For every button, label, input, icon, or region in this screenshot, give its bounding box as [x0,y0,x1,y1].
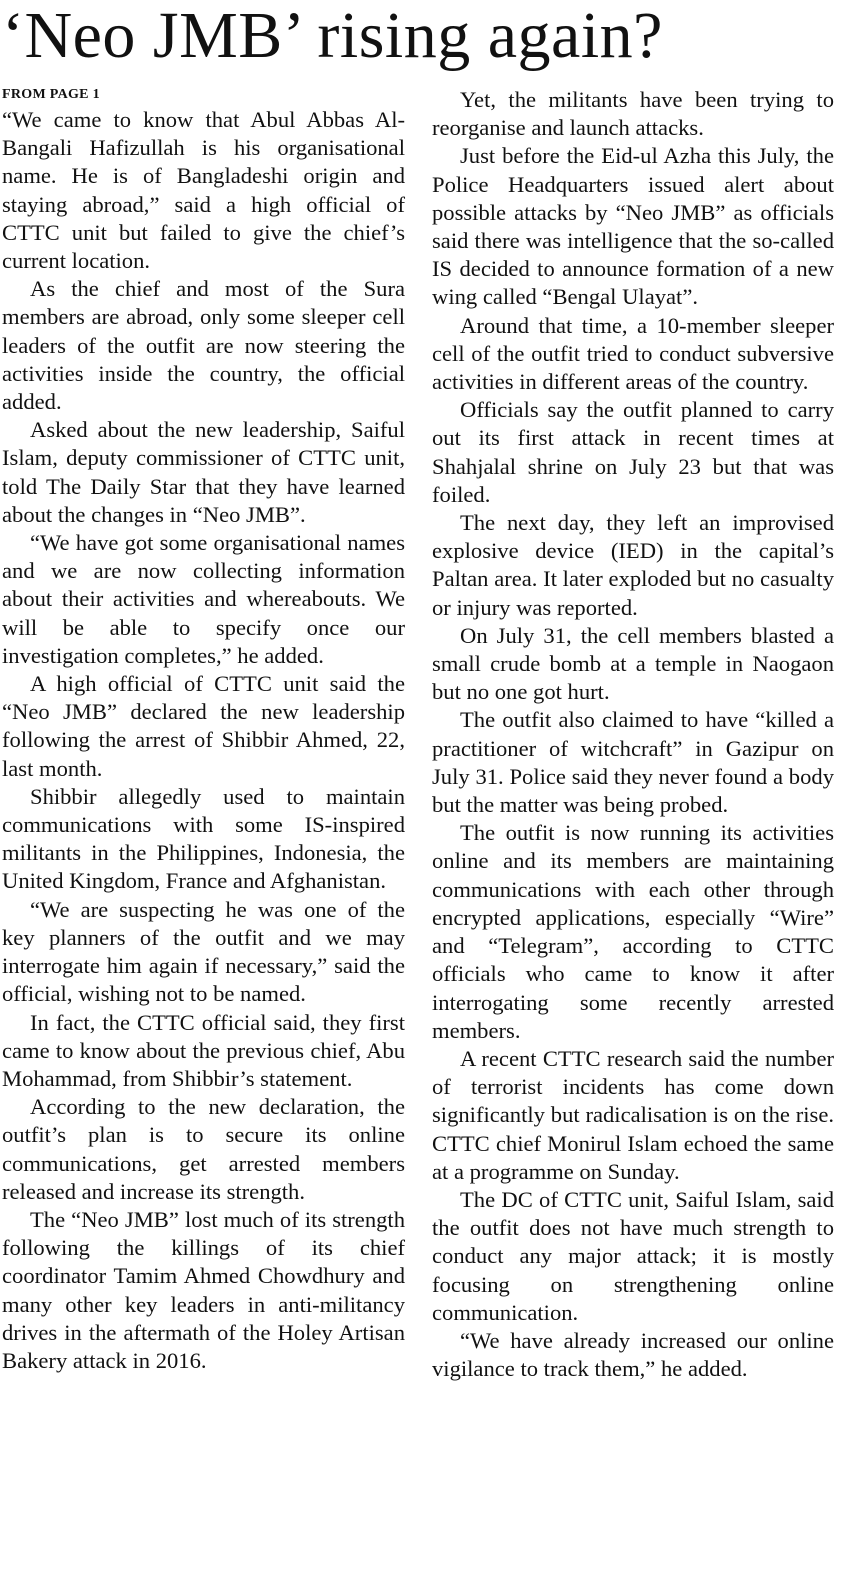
paragraph: The outfit is now running its activities online and its members are maintaining communications with each other through encrypted applications, especially “Wire” and “Telegram”, according to CTTC officials who came to know it after interrogating some recently arrested members. [432,820,834,1043]
paragraph: Yet, the militants have been trying to reorganise and launch attacks. [432,87,834,141]
article-column-right [432,86,834,1383]
paragraph: Around that time, a 10-member sleeper cell of the outfit tried to conduct subversive activities in different areas of the country. [432,312,834,395]
continuation-kicker: FROM PAGE 1 [2,87,100,102]
paragraph: On July 31, the cell members blasted a small crude bomb at a temple in Naogaon but no one got hurt. [432,622,834,705]
paragraph: “We are suspecting he was one of the key planners of the outfit and we may interrogate him again if necessary,” said the official, wishing not to be named. [2,896,405,1007]
paragraph: Shibbir allegedly used to maintain communications with some IS-inspired militants in the Philippines, Indonesia, the United Kingdom, France and Afghanistan. [2,783,405,894]
paragraph: A recent CTTC research said the number of terrorist incidents has come down significantly but radicalisation is on the rise. CTTC chief Monirul Islam echoed the same at a programme on Sunday. [432,1045,834,1184]
paragraph: Asked about the new leadership, Saiful Islam, deputy commissioner of CTTC unit, told The Daily Star that they have learned about the changes in “Neo JMB”. [2,417,405,527]
paragraph: The “Neo JMB” lost much of its strength following the killings of its chief coordinator Tamim Ahmed Chowdhury and many other key leaders in anti-militancy drives in the aftermath of the Holey Artisan Bakery attack in 2016. [2,1206,405,1373]
paragraph: A high official of CTTC unit said the “Neo JMB” declared the new leadership following the arrest of Shibbir Ahmed, 22, last month. [2,671,405,781]
paragraph: Officials say the outfit planned to carry out its first attack in recent times at Shahjalal shrine on July 23 but that was foiled. [432,397,834,507]
paragraph: “We have got some organisational names and we are now collecting information about their activities and whereabouts. We will be able to specify once our investigation completes,” he added. [2,530,405,668]
paragraph: Just before the Eid-ul Azha this July, the Police Headquarters issued alert about possible attacks by “Neo JMB” as officials said there was intelligence that the so-called IS decided to announce formation of a new wing called “Bengal Ulayat”. [432,143,834,310]
paragraph: As the chief and most of the Sura members are abroad, only some sleeper cell leaders of the outfit are now steering the activities inside the country, the official added. [2,276,405,415]
paragraph: “We have already increased our online vigilance to track them,” he added. [432,1327,834,1382]
paragraph: In fact, the CTTC official said, they first came to know about the previous chief, Abu Mohammad, from Shibbir’s statement. [2,1009,405,1091]
paragraph: The DC of CTTC unit, Saiful Islam, said the outfit does not have much strength to conduct any major attack; it is mostly focusing on strengthening online communication. [432,1186,834,1325]
paragraph: According to the new declaration, the outfit’s plan is to secure its online communications, get arrested members released and increase its strength. [2,1094,405,1204]
headline: ‘Neo JMB’ rising again? [2,0,663,72]
paragraph: The next day, they left an improvised explosive device (IED) in the capital’s Paltan area. It later exploded but no casualty or injury was reported. [432,510,834,620]
paragraph: The outfit also claimed to have “killed a practitioner of witchcraft” in Gazipur on July 31. Police said they never found a body but the matter was being probed. [432,707,834,818]
paragraph: “We came to know that Abul Abbas Al-Bangali Hafizullah is his organisational name. He is of Bangladeshi origin and staying abroad,” said a high official of CTTC unit but failed to give the chief’s current location. [2,107,405,274]
article-column-left [2,84,405,1375]
